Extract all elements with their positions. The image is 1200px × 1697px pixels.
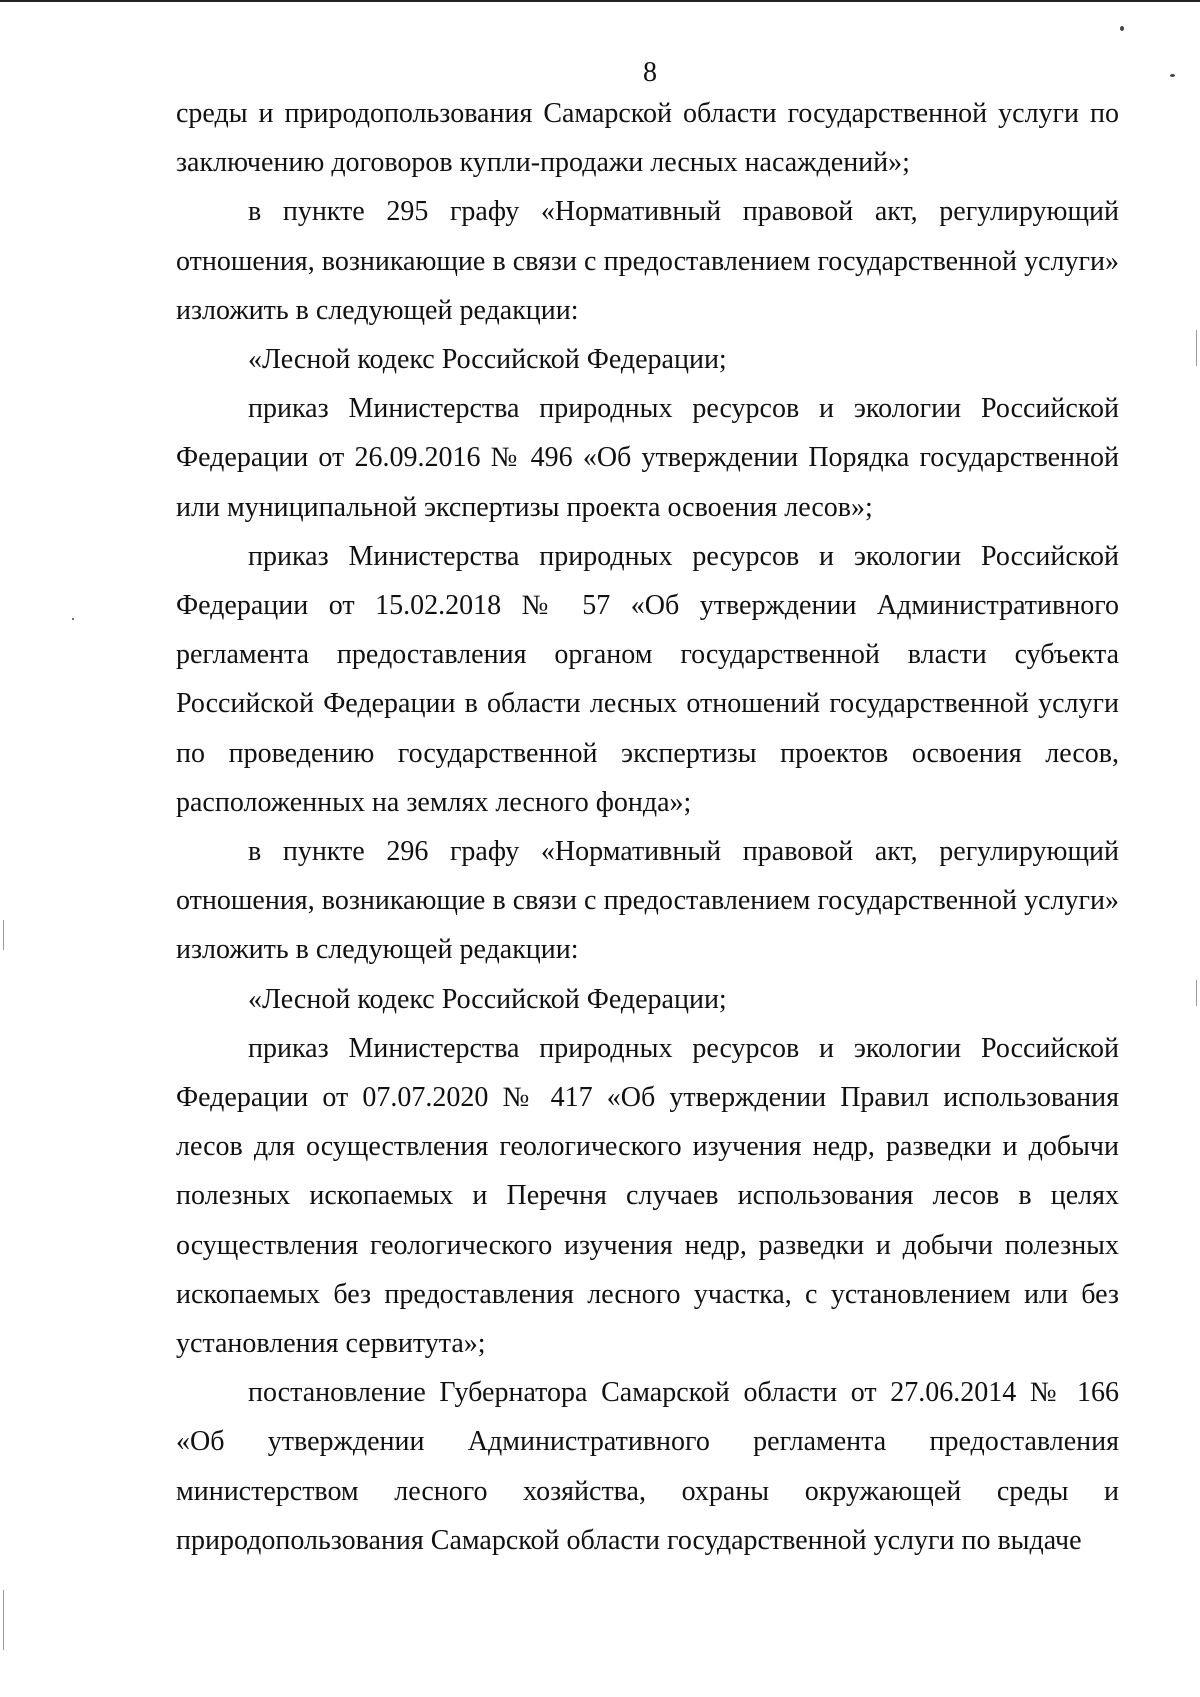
paragraph: приказ Министерства природных ресурсов и экологии Российской Федерации от 26.09.2016 № 496 «Об утверждении Порядка государственной или муниципальной экспертизы проекта освоения лесов»; xyxy=(176,393,1119,523)
scan-edge-mark xyxy=(3,1590,4,1650)
paragraph: «Лесной кодекс Российской Федерации; xyxy=(248,983,727,1015)
paragraph: среды и природопользования Самарской области государственной услуги по заключению договоров купли-продажи лесных насаждений»; xyxy=(176,98,1119,179)
paragraph: «Лесной кодекс Российской Федерации; xyxy=(248,344,727,376)
paragraph: постановление Губернатора Самарской области от 27.06.2014 № 166 «Об утверждении Административного регламента предоставления министерством лесного хозяйства, охраны окружающей среды и природопользования Самарской области государственной услуги по выдаче xyxy=(176,1377,1119,1556)
scan-speck xyxy=(72,618,74,620)
scan-edge-mark xyxy=(1196,980,1197,1006)
paragraph: приказ Министерства природных ресурсов и экологии Российской Федерации от 15.02.2018 № 57 «Об утверждении Административного регламента предоставления органом государственной власти субъекта Российской Федерации в области лесных отношений государственной услуги по проведению государственной экспертизы проектов освоения лесов, расположенных на землях лесного фонда»; xyxy=(176,540,1119,818)
document-body xyxy=(176,89,1119,1565)
scan-edge-mark xyxy=(1196,330,1197,366)
paragraph: приказ Министерства природных ресурсов и экологии Российской Федерации от 07.07.2020 № 417 «Об утверждении Правил использования лесов для осуществления геологического изучения недр, разведки и добычи полезных ископаемых и Перечня случаев использования лесов в целях осуществления геологического изучения недр, разведки и добычи полезных ископаемых без предоставления лесного участка, с установлением или без установления сервитута»; xyxy=(176,1032,1119,1360)
paragraph: в пункте 295 графу «Нормативный правовой акт, регулирующий отношения, возникающие в связи с предоставлением государственной услуги» изложить в следующей редакции: xyxy=(176,196,1119,326)
paragraph: в пункте 296 графу «Нормативный правовой акт, регулирующий отношения, возникающие в связи с предоставлением государственной услуги» изложить в следующей редакции: xyxy=(176,836,1119,966)
page-number: 8 xyxy=(643,57,657,88)
scan-top-border xyxy=(0,0,1200,2)
scan-speck xyxy=(1120,26,1124,31)
scan-edge-mark xyxy=(3,920,4,950)
